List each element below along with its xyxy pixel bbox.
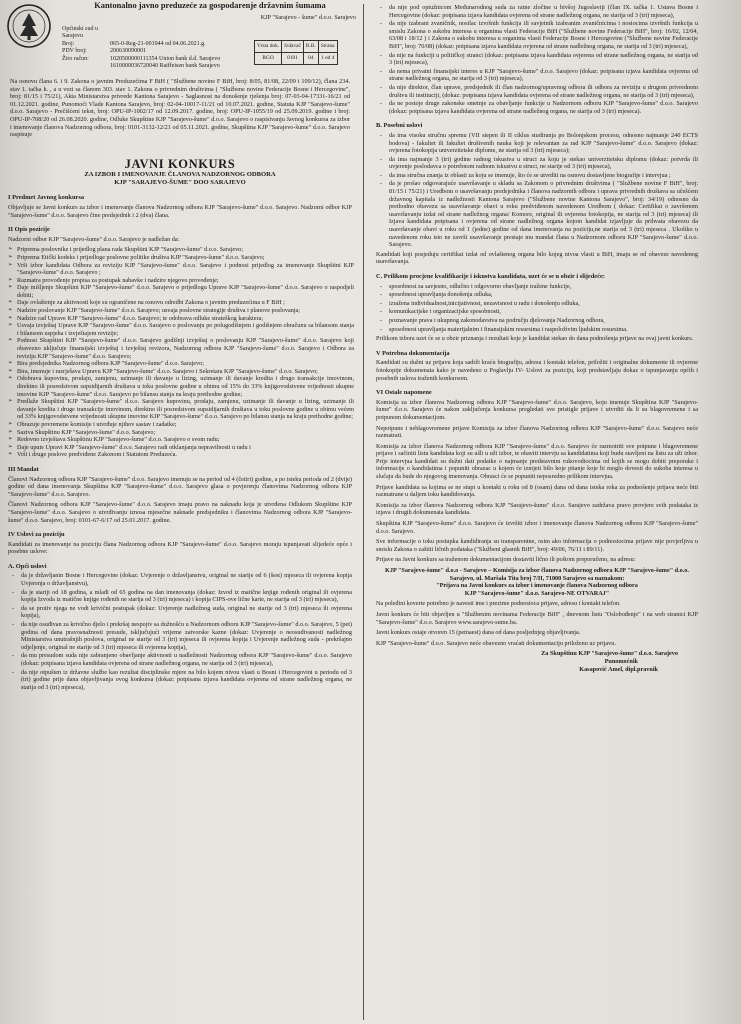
letterhead [4, 0, 356, 74]
list-item: - da ima visoku stručnu spremu (VII stepen ili II ciklus studiranja po Bolonjskom procesu, odnosno najmanje 240 ECTS bodova) - fakultet ili fakultet društvenih nauka koji je relevantan za rad KJP "Sarajevo-šume" d.o.o. Sarajevo (dokaz: ovjerena fotokopija univerzitetske diplome, ne starija od 3 (tri) mjeseca); [380, 132, 698, 155]
section-text: Komisija za izbor članova Nadzornog odbora KJP "Sarajevo-šume" d.o.o. Sarajevo, koju imenuje Skupština KJP "Sarajevo-šume" d.o.o. Sarajevo će nakon zaključenja konkursa pregledati sve pristigle prijave i utvrditi da li su blagovremene i sa potpunom dokumentacijom. [376, 398, 698, 421]
list-item: ➢ Redovno izvještava Skupštinu KJP "Sarajevo-šume" d.o.o. Sarajevo o svom radu; [8, 436, 354, 444]
list-item: - da nije osuđivan za krivično djelo i prekršaj nespojiv sa dužnošću u Nadzornom odboru KJP "Sarajevo-šume" d.o.o. Sarajevo, 5 (pet) godina od dana pravosnažnosti presude, isključujući vrijeme zatvorske kazne (dokaz: Uvjerenje o neosuđivanosti nadležnog Ministarstva unutrašnjih poslova, original ne starije od 3 (tri) mjeseca ili ovjerena kopija i Uvjerenje nadležnog suda - prekršajno odjeljenje, original ne starije od 3 (tri) mjeseca ili ovjerena kopija), [12, 621, 352, 651]
list-item: ➢ Podnosi Skupštini KJP "Sarajevo-šume" d.o.o. Sarajevo godišnji izvještaj o poslovanju KJP "Sarajevo-šume" d.o.o. Sarajevo koji obavezno uključuje finansijski izvještaj i izvještaj revizora, Nadzornog odbora KJP "Sarajevo-šume" d.o.o. Sarajevo i Odbora za reviziju KJP "Sarajevo-šume" d.o.o. Sarajevo; [8, 337, 354, 360]
special-conditions-list [380, 132, 698, 249]
info-row: Općinski sud u Sarajevu [62, 26, 98, 40]
list-item: - sposobnost za savjesno, odlučno i odgovorno obavljanje tražene funkcije, [380, 283, 698, 291]
list-item: ➢ Usvaja izvještaj Uprave KJP "Sarajevo-šume" d.o.o. Sarajevo o poslovanju po polugodišnjem i godišnjem obračunu sa bilansom stanja i bilansom uspjeha i izvještajem revizije; [8, 322, 354, 337]
table-header: Strana [318, 41, 337, 53]
mailing-address: KJP "Sarajevo-šume" d.o.o - Sarajevo – Komisija za izbor članova Nadzornog odbora KJP "Sarajevo-šume" d.o.o. Sarajevo, ul. Maršala Tita broj 7/II, 71000 Sarajevo sa naznakom: "Prijava na Javni konkurs za izbor i imenovanje članova Nadzornog odbora KJP "Sarajevo-šume" d.o.o. Sarajevo-NE OTVARAJ" [385, 567, 689, 597]
list-item: - da nije pod optužnicom Međunarodnog suda za ratne zločine u bivšoj Jugoslaviji (član IX. tačka 1. Ustava Bosne i Hercegovine (dokaz: potpisana izjava kandidata ovjerena od strane nadležnog organa, ne starija od 3 (tri) mjeseca), [380, 4, 698, 19]
section-text: Javni konkurs ostaje otvoren 15 (petnaest) dana od dana posljednjeg objavljivanja. [376, 629, 581, 637]
list-item: - da ima stručna znanja iz oblasti za koju se imenuje, što će se utvrditi na osnovu dostavljene biografije i intervjua ; [380, 172, 698, 180]
left-column [4, 0, 356, 693]
list-item: - sposobnost upravljanja donošenja odluka, [380, 291, 698, 299]
list-item: - izražena individualnost,inicijativnost, nezavisnost u radu i donošenju odluka, [380, 300, 698, 308]
section-text: Sve informacije o toku postupka kandidiranja su transparentne, osim ako informacija o podnosiocima prijave nije povjerljiva u smislu Zakona o zaštiti ličnih podataka ("Službeni glasnik BiH", broj: 49/06, 76/11 i 89/11). [376, 538, 698, 553]
list-item: ➢ Bira predsjednika Nadzornog odbora KJP "Sarajevo-šume" d.o.o. Sarajevo; [8, 360, 354, 368]
table-header: Vrsta dok. [255, 41, 282, 53]
list-item: ➢ Odobrava kupovinu, prodaju, zamjenu, uzimanje ili davanje u lizing, uzimanje ili davanje kredita i drugo transakcije imovinom, direktno ili posredstvom supsidijarnih društava u toku poslovne godine u obimu od 15% do 33% knjigovodstvene vrijednosti ukupne imovine KJP "Sarajevo-šume" d.o.o. Sarajevo po bilansu stanja na kraju prethodne godine; [8, 375, 354, 398]
registration-info [62, 26, 252, 70]
general-conditions-list [12, 572, 352, 691]
list-item: ➢ Priprema Etički kodeks i prijedloge poslovne politike društva KJP "Sarajevo-šume" d.o.o. Sarajevo; [8, 254, 354, 262]
subsection-heading: C. Prilikom procjene kvalifikacije i iskustva kandidata, uzet će se u obzir i slijedeće: [376, 273, 605, 280]
right-column [372, 0, 702, 673]
table-header: Izdavač [282, 41, 304, 53]
section-heading: V Potrebna dokumentacija [376, 349, 450, 357]
section-text: Kandidati koji posjeduju certifikat izdat od ovlaštenog organa bilo kojeg nivoa vlasti u BiH, imaju se od obaveze navedenog usavršavanja. [376, 250, 698, 266]
list-item: ➢ Daje upute Upravi KJP "Sarajevo-šume" d.o.o. Sarajevo radi otklanjanja nepravilnosti u radu i [8, 444, 354, 452]
section-heading: VI Ostale napomene [376, 389, 432, 397]
list-item: - da nije direktor, član uprave, predsjednik ili član nadzornog/upravnog odbora ili odbora za reviziju u drugom privrednom društvu ili instituciji, (dokaz: potpisana izjava kandidata ovjerena od strane nadležnog organa, ne starija od 3 (tri) mjeseca), [380, 84, 698, 99]
general-conditions-list-continued [380, 4, 698, 115]
info-row: Broj: 065-0-Reg-21-001944 od 04.06.2021.g. [62, 40, 206, 47]
list-item: - da nije otpušten iz državne službe kao rezultat disciplinske mjere na bilo kojem nivou vlasti u Bosni i Hercegovini u periodu od 3 (tri) godine prije dana objavljivanja ovog konkursa (dokaz: potpisana izjava kandidata ovjerena od strane nadležnog organa, ne starija od 3 (tri) mjeseca), [12, 669, 352, 692]
section-text: Na poleđini koverte potrebno je navesti ime i prezime podnosioca prijave, adresu i kontakt telefon. [376, 600, 621, 608]
section-heading: IV Uslovi za poziciju [8, 531, 65, 539]
list-item: ➢ Saziva Skupštinu KJP "Sarajevo-šume" d.o.o. Sarajevo; [8, 429, 354, 437]
section-text: Prijave kandidata sa kojima se ne stupi u kontakt u roku od 8 (osam) dana od dana isteka roka za podnošenje prijava neće biti razmatrane u daljem toku kandidovanja. [376, 483, 698, 499]
company-logo-icon [6, 2, 52, 54]
list-item: - poznavanje prava i ukupnog zakonodavstva na području djelovanja Nadzornog odbora, [380, 317, 698, 325]
company-subtitle: KJP "Sarajevo - šume" d.o.o. Sarajevo [260, 14, 356, 21]
list-item: ➢ Obrazuje povremene komisije i utvrđuje njihov sastav i zadatke; [8, 421, 354, 429]
column-divider [363, 4, 364, 1020]
list-item: ➢ Nadzire rad Uprave KJP "Sarajevo-šume" d.o.o. Sarajevo; te odobrava odluke strateškog karaktera; [8, 315, 354, 323]
list-item: ➢ Daje mišljenje Skupštini KJP "Sarajevo-šume" d.o.o. Sarajevo o prijedlogu Uprave KJP "Sarajevo-šume" d.o.o. Sarajevo o raspodjeli dobiti; [8, 284, 354, 299]
document-reg-table [254, 40, 338, 65]
section-text: Kandidati su dužni uz prijavu koja sadrži kraću biografiju, adresu i kontakt telefon, priložiti i originalne dokumente ili ovjerene fotokopije dokumenata kako je navedeno u Poglavlju IV- Uslovi za poziciju, koji predstavljaju dokaz o ispunjavanju općih i posebnih uslova traženih konkursom. [376, 359, 698, 382]
list-item: ➢ Vrši i druge poslove predviđene Zakonom i Statutom Preduzeća. [8, 451, 354, 459]
table-cell: 0101 [282, 53, 304, 65]
subsection-heading: B. Posebni uslovi [376, 122, 423, 130]
list-item: ➢ Predlaže Skupštini KJP "Sarajevo-šume" d.o.o. Sarajevo kupovinu, prodaju, zamjenu, uzimanje ili davanje u lizing, uzimanje ili davanje kredita i druge transakcije imovinom, direktno ili posredstvom supsidijarnih društava u toku poslovne godine u obimu većem od 33% knjigovodstvene vrijednosti ukupne imovine KJP "Sarajevo-šume" d.o.o. Sarajevo po bilansu stanja na kraju prethodne godine; [8, 398, 354, 421]
section-text: Nepotpune i neblagovremene prijave Komisija za izbor članova Nadzornog odbora KJP "Sarajevo-šume" d.o.o. Sarajevo neće razmatrati. [376, 424, 698, 440]
section-text: Prijave na Javni konkurs sa traženom dokumentacijom dostaviti lično ili poštom preporučeno, na adresu: [376, 556, 636, 564]
table-cell: 04 [303, 53, 318, 65]
list-item: - da je državljanin Bosne i Hercegovine (dokaz: Uvjerenje o državljanstvu, original ne starije od 6 (šest) mjeseca ili ovjerena kopija Uvjerenja o državljanstvu), [12, 572, 352, 587]
table-cell: 1 od 4 [318, 53, 337, 65]
company-name: Kantonalno javno preduzeće za gospodarenje državnim šumama [94, 1, 326, 10]
info-row: Žiro račun: 1020500000111354 Union bank d.d. Sarajevo [62, 55, 221, 62]
list-item: ➢ Razmatra provođenje propisa za postupak nabavke i nadzire njegovo provođenje; [8, 277, 354, 285]
page-subtitle: ZA IZBOR I IMENOVANJE ČLANOVA NADZORNOG ODBORA KJP "SARAJEVO-ŠUME" DOO SARAJEVO [84, 171, 276, 187]
section-text: Komisija za izbor članova Nadzornog odbora KJP "Sarajevo-šume" d.o.o. Sarajevo zadržava pravo provjere svih podataka iz izjava i drugih dokumenata kandidata. [376, 501, 698, 517]
signature-block: Za Skupštinu KJP "Sarajevo-šume" d.o.o. Sarajevo Punomoćnik Kasapović Amel, dipl.pravnik [541, 650, 678, 673]
section-heading: II Opis pozicije [8, 226, 50, 234]
list-item: - sposobnost upravljanja materijalnim i finansijskim resursima i raspoloživim ljudskim resursima. [380, 326, 698, 334]
list-item: - da nije izabrani zvaničnik, nosilac izvršnih funkcija ili savjetnik izabranim zvaničnicima i nosiocima izvršnih funkcija u smislu Zakona o sukobu interesa u organima vlasti Federacije BiH ("Službene novine Federacije BiH", broj: 16/02, 12/04, 63/08 i 18/12 ) i Zakona o sukobu interesa u organima vlasti Federacije Bosne i Hercegovine ("Službene novine Federacije BiH", broj: 70/08) (dokaz: potpisana izjava kandidata ovjerena od strane nadležnog organa, ne starija od 3 (tri) mjeseca), [380, 20, 698, 50]
section-heading: I Predmet Javnog konkursa [8, 194, 85, 202]
list-item: ➢ Bira, imenuje i razrješava Upravu KJP "Sarajevo-šume" d.o.o. Sarajevo i Sekretara KJP "Sarajevo-šume" d.o.o. Sarajevo; [8, 368, 354, 376]
info-row: PDV broj: 200630090001 [62, 48, 146, 55]
list-item: - da je stariji od 18 godina, a mlađi od 65 godina na dan imenovanja (dokaz: Izvod iz matične knjige rođenih original ili ovjerena kopija Izvoda iz matične knjige rođenih ne starija od 3 (tri) mjeseca) i kopija CIPS-ove lične karte, ne starija od 3 (tri) mjeseca), [12, 589, 352, 604]
list-item: ➢ Daje ovlaštenje za aktivnosti koje su ograničene na osnovu odredbi Zakona o javnim preduzećima u F BiH ; [8, 299, 354, 307]
list-item: - da je prošao odgovarajuće usavršavanje u skladu sa Zakonom o privrednim društvima ( "Službene novine F BiH", broj: 81/15 i 75/21) i Uredbom o usavršavanju predsjednika i članova nadzornih odbora i uprava privrednih društava sa učešćem državnog kapitala iz nadležnosti Kantona Sarajevo ("Službene novine Kantona Sarajevo", broj: 34/19) odnosno da prethodno obavezu sa usavršavanje obavi u roku predviđenom navedenom Uredbom ( dokaz: Certifikat o završenom usavršavanju izdat od strane nadležnog organa/ Komore, original ili ovjerena fotokopija, ne starija od 3 (tri) mjeseca) ili Izjava kandidata potpisana i ovjerena od strane nadležnog organa kojom kandidat izjavljuje da prihvata obavezu da usavršavanje obavi u roku od 1 (jedne) godine od dana imenovanja na poziciju,ne starija od 3 (tri) mjeseca . Ukoliko u navedenom roku isto ne završi usavršavanje prestaje mu mandat člana u Nadzornom odboru KJP "Sarajevo-šume" d.o.o. Sarajevo. [380, 180, 698, 248]
section-text: Skupština KJP "Sarajevo-šume" d.o.o. Sarajevo će izvršiti izbor i imenovanje članova Nadzornog odbora KJP "Sarajevo-šume" d.o.o. Sarajevo. [376, 520, 698, 535]
evaluation-criteria-list [380, 283, 698, 334]
list-item: - da nije na funkciji u političkoj stranci (dokaz: potpisana izjava kandidata ovjerena od strane nadležnog organa, ne starija od 3 (tri) mjeseca), [380, 52, 698, 67]
section-text: KJP "Sarajevo-šume" d.o.o. Sarajevo neće obavezno vraćati dokumentaciju priloženu uz prijavu. [376, 639, 616, 647]
section-text: Nadzorni odbor KJP "Sarajevo-šume" d.o.o. Sarajevo je nadležan da: [8, 235, 180, 243]
subsection-heading: A. Opći uslovi [8, 562, 47, 570]
list-item: - da ima najmanje 3 (tri) godine radnog iskustva u struci za koju je stekao univerzitetsku diplomu (dokaz: potvrda ili uvjerenje poslodavca o potrebnom radnom iskustvu u struci, ne starije od 3 (tri) mjeseca), [380, 156, 698, 171]
section-text: Komisija za izbor članova Nadzornog odbora KJP "Sarajevo-šume" d.o.o. Sarajevo će razmotriti sve potpune i blagovremene prijave i sačiniti listu kandidata koji su ušli u uži izbor, te obaviti intervju sa kandidatima koji budu stavljeni na listu za uži izbor. Prije intervjua kandidati su dužni dati podatke o najmanje predstavnim rukovodiocima od kojih se mogu dobiti preporuke i informacije o kandidatima i popuniti obrazac u kojem će izmjeti bilo koje pitanje koje bi moglo dovesti do sukoba interesa u slučaju da bude do njegovog imenovanja. Obrasci će se popuniti neposredno prilikom intervjua. [376, 442, 698, 481]
table-cell: RGO [255, 53, 282, 65]
section-text: Članovi Nadzornog odbora KJP "Sarajevo-šume" d.o.o. Sarajevo imaju pravo na naknadu koja je utvrđena Odlukom Skupštine KJP "Sarajevo-šume" d.o.o. Sarajevo o utvrđivanju iznosa mjesečne naknade predsjedniku i članovima Nadzornog odbora KJP "Sarajevo-šume" d.o.o. Sarajevo, broj: 0101-67-6/17 od 25.01.2017. godine. [8, 501, 352, 524]
table-header: R.B. [303, 41, 318, 53]
list-item: ➢ Vrši izbor kandidata Odbora za reviziju KJP "Sarajevo-šume" d.o.o. Sarajevo i podnosi prijedlog za imenovanje Skupštini KJP "Sarajevo-šume" d.o.o. Sarajevo ; [8, 262, 354, 277]
list-item: ➢ Priprema poslovnike i prijedlog plana rada Skupštini KJP "Sarajevo-šume" d.o.o. Sarajevo; [8, 246, 354, 254]
list-item: - komunikacijske i organizacijske sposobnosti, [380, 308, 698, 316]
section-heading: III Mandat [8, 465, 39, 473]
list-item: - da nema privatni finansijski interes u KJP "Sarajevo-šume" d.o.o. Sarajevo (dokaz: potpisana izjava kandidata ovjerena od strane nadležnog organa, ne starija od 3 (tri) mjeseca), [380, 68, 698, 83]
info-row: 1610000036720040 Raiffeisen bank Sarajevo [110, 63, 220, 70]
section-text: Javni konkurs će biti objavljen u "Službenim novinama Federacije BiH" , dnevnom listu "Oslobođenje" i na web stranici KJP "Sarajevo-šume" d.o.o. Sarajevo www.sarajevo-sume.ba. [376, 610, 698, 626]
duties-list [8, 246, 354, 459]
section-text: Kandidati za imenovanje na poziciju člana Nadzornog odbora KJP "Sarajevo-šume" d.o.o. Sarajevo moraju ispunjavati slijedeće opće i posebne uslove: [8, 540, 352, 556]
list-item: - da ne postoje druge zakonske smetnje za obavljanje funkcije u Nadzornom odboru KJP "Sarajevo-šume" d.o.o. Sarajevo (dokaz: potpisana izjava kandidata ovjerena od strane nadležnog organa, ne starija od 3 (tri) mjeseca). [380, 100, 698, 115]
list-item: - da mu presudom suda nije zabranjeno obavljanje aktivnosti u nadležnosti Nadzornog odbora KJP "Sarajevo-šume" d.o.o. Sarajevo (dokaz: potpisana izjava kandidata ovjerena od strane nadležnog organa, ne starija od 3 (tri) mjeseca), [12, 652, 352, 667]
legal-basis-paragraph: Na osnovu člana 6. i 9. Zakona o javnim Preduzećima F BiH ( "Službene novine F BiH, broj: 8/05, 81/08, 22/09 i 109/12), člana 234. stav 1. tačka k. , a u vezi sa članom 303. stav 1. Zakona o privrednim društvima ( "Službene novine Federacije Bosne i Hercegovine", broj: 81/15 i 75/21), Akta Ministarstva privrede Kantona Sarajevo - Saglasnost na donošenje rješenja broj: 07-03-04-17331-16/21 od 01.12.2021. godine, Punomoći Vlade Kantona Sarajevo, broj: 02-04-10017-11/21 od 10.07.2021. godine, Statuta KJP "Sarajevo-šume" d.o.o. Sarajevo - Prečišćeni tekst, broj: OPU-IP-1002/17 od 12.09.2017. godine, broj: OPU-IP-1055/19 od 25.09.2019. godine i broj: OPU-IP-708/20 od 26.08.2020. godine, Odluke Skupštine KJP "Sarajevo-šume" d.o.o. Sarajevo o raspisivanju Javnog konkursa za izbor i imenovanje članova Nadzornog odbora, broj: 0101-3132-12/21 od 05.11.2021. godine, Skupština KJP "Sarajevo-šume" d.o.o. Sarajevo raspisuje [10, 78, 350, 139]
list-item: ➢ Nadzire poslovanje KJP "Sarajevo-šume" d.o.o. Sarajevo; usvaja poslovne strategije društva i planove poslovanja; [8, 307, 354, 315]
section-text: Članovi Nadzornog odbora KJP "Sarajevo-šume" d.o.o. Sarajevo imenuju se na period od 4 (četiri) godine, a po isteku perioda od 2 (dvije) godine od dana imenovanja Skupština KJP "Sarajevo-šume" d.o.o. Sarajevo glasa o povjerenju članovima Nadzornog odbora KJP "Sarajevo-šume" d.o.o. Sarajevo. [8, 475, 352, 498]
section-text: Prilikom izbora uzet će se u obzir priznanja i rezultati koje je kandidat stekao do dana podnošenja prijave na ovaj javni konkurs. [376, 335, 694, 343]
page-title: JAVNI KONKURS [124, 156, 236, 171]
list-item: - da se protiv njega ne vodi krivični postupak (dokaz: Uvjerenje nadležnog suda, original ne starije od 3 (tri) mjeseca ili ovjerena kopija), [12, 605, 352, 620]
section-text: Objavljuje se Javni konkurs za izbor i imenovanje članova Nadzornog odbora KJP "Sarajevo-šume" d.o.o. Sarajevo. Nadzorni odbor KJP "Sarajevo-šume" d.o.o. Sarajevo čine predsjednik i 2 (dva) člana. [8, 203, 352, 219]
